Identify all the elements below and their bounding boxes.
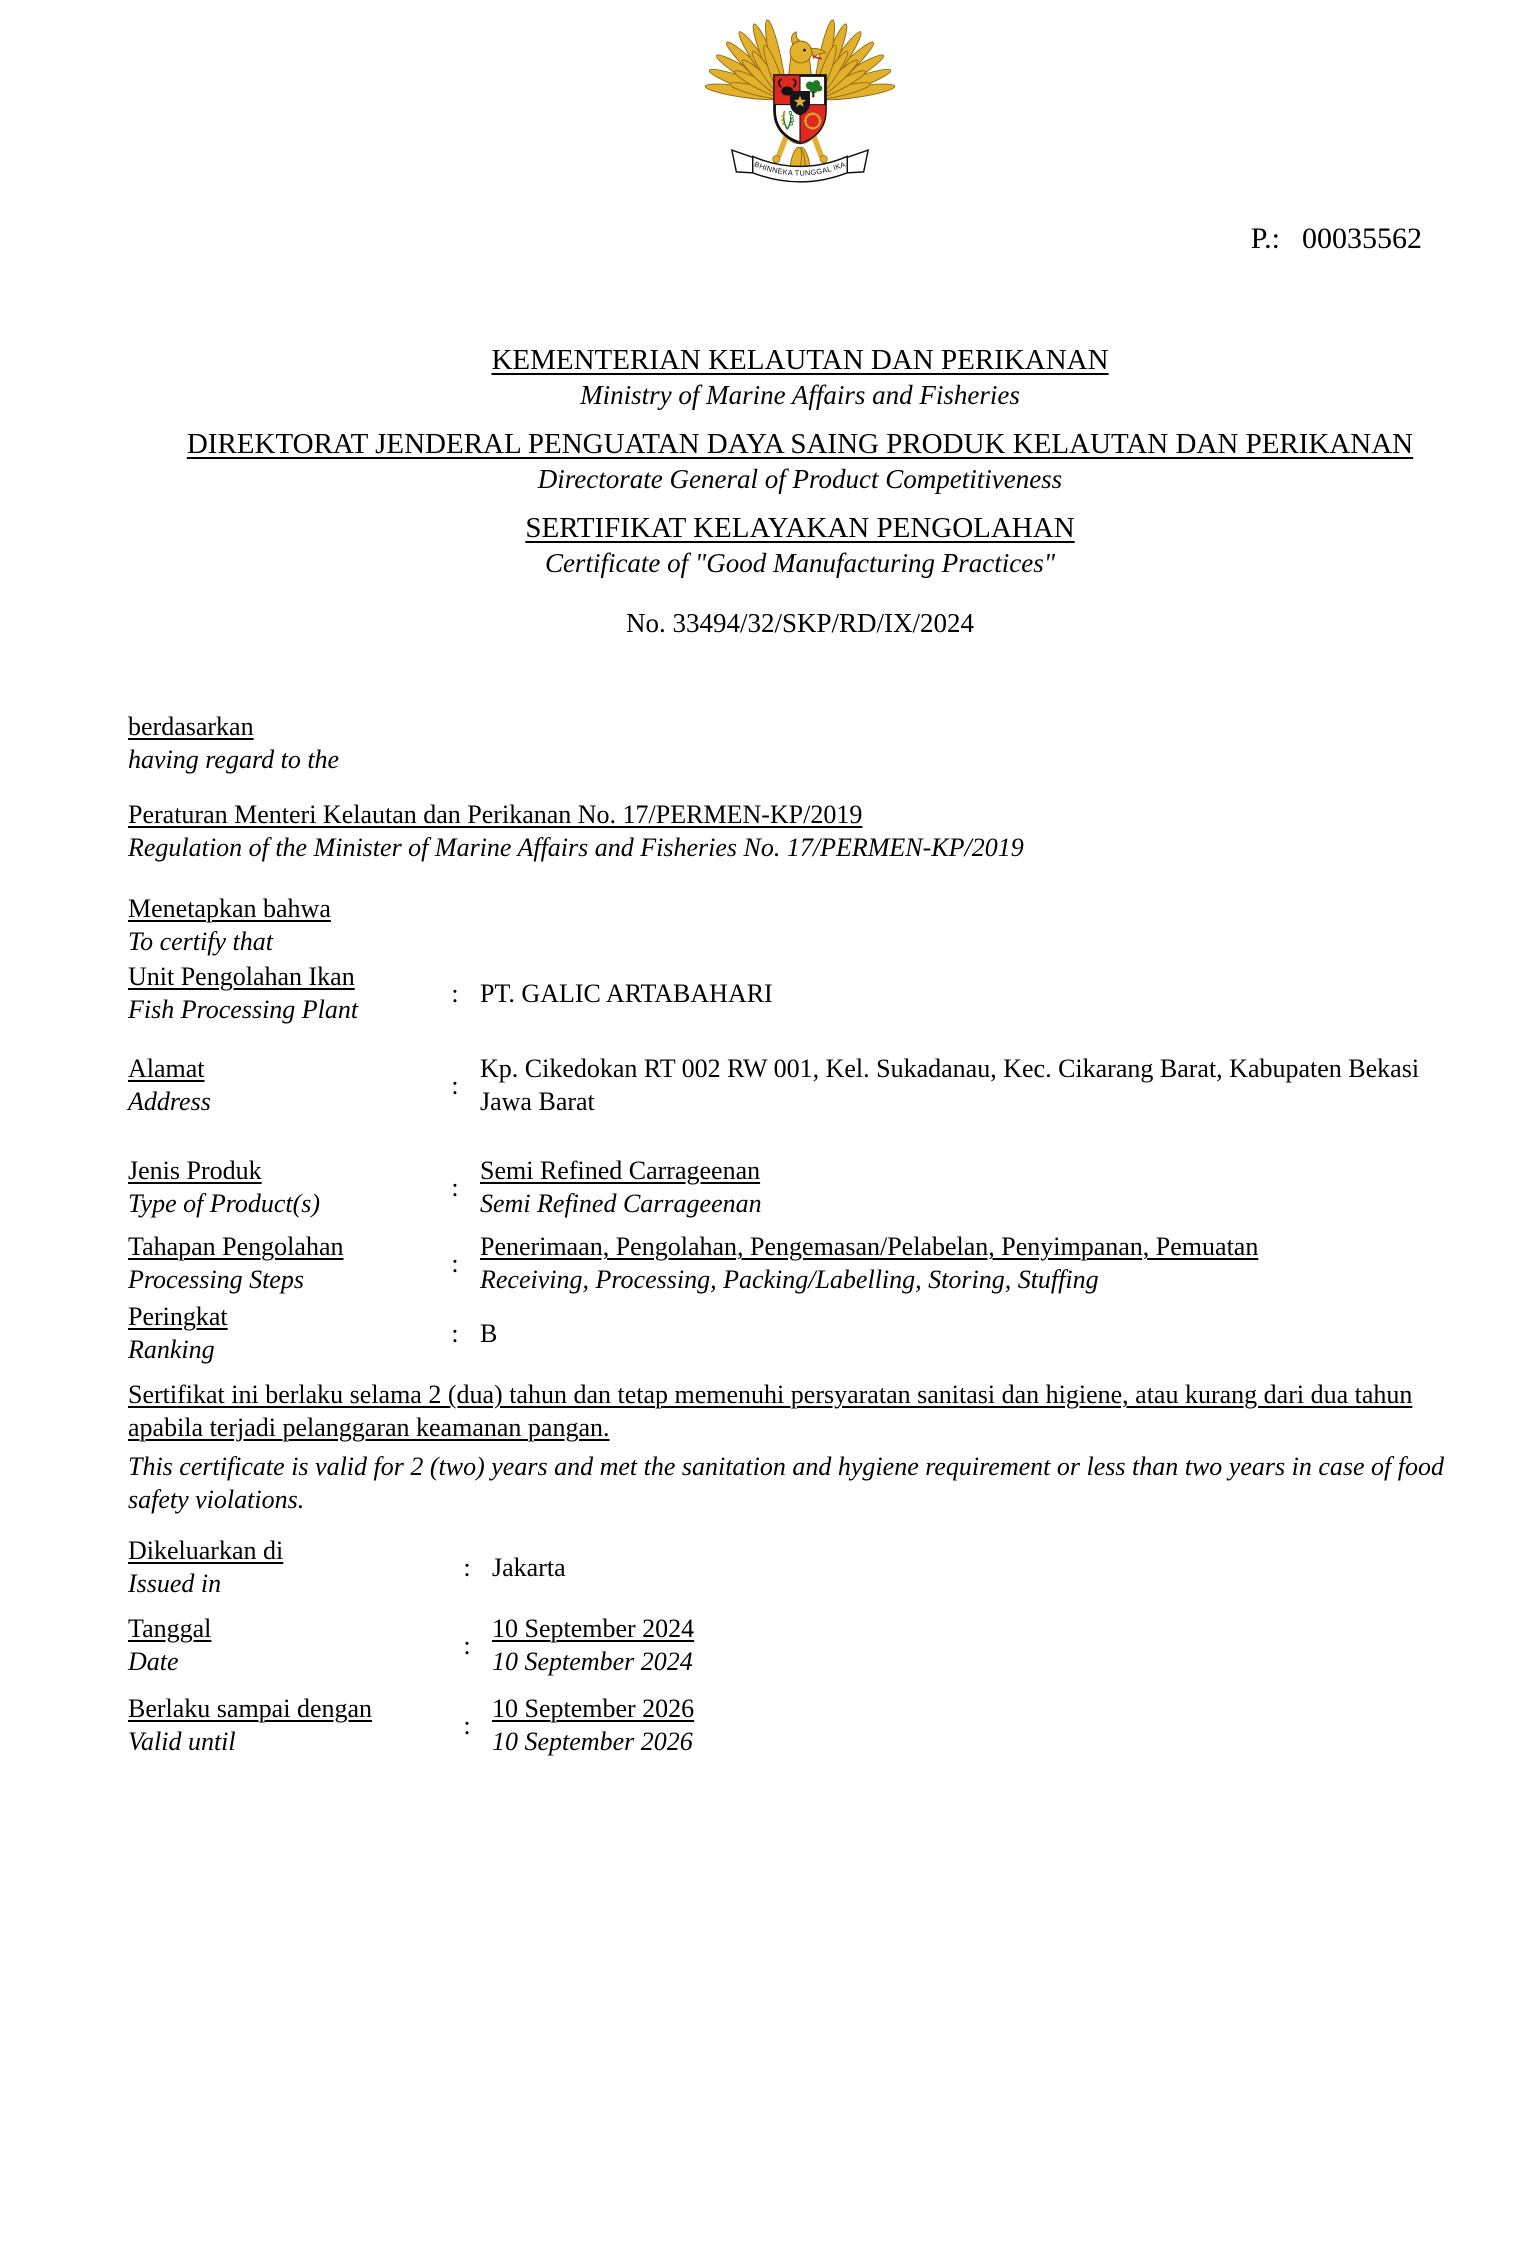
colon: : bbox=[451, 978, 459, 1008]
eye bbox=[803, 49, 806, 52]
ministry-title-id: KEMENTERIAN KELAUTAN DAN PERIKANAN bbox=[491, 344, 1109, 376]
pancasila-shield bbox=[775, 76, 826, 143]
based-on-block bbox=[128, 710, 1472, 776]
plant-label-en: Fish Processing Plant bbox=[128, 995, 359, 1024]
valid-until-value-en: 10 September 2026 bbox=[492, 1727, 693, 1756]
motto-text: BHINNEKA TUNGGAL IKA bbox=[753, 159, 847, 178]
product-value-en: Semi Refined Carrageenan bbox=[480, 1189, 762, 1218]
address-value-line2: Jawa Barat bbox=[480, 1087, 595, 1116]
certify-en: To certify that bbox=[128, 927, 273, 956]
ministry-header bbox=[128, 342, 1472, 412]
steps-label-id: Tahapan Pengolahan bbox=[128, 1232, 344, 1261]
field-row-address bbox=[128, 1052, 1472, 1118]
address-value-line1: Kp. Cikedokan RT 002 RW 001, Kel. Sukadanau, Kec. Cikarang Barat, Kabupaten Bekasi bbox=[480, 1054, 1420, 1083]
product-label-en: Type of Product(s) bbox=[128, 1189, 321, 1218]
field-row-steps bbox=[128, 1230, 1472, 1296]
p-number-label: P.: bbox=[1250, 222, 1280, 255]
field-row-issued-in bbox=[128, 1534, 1472, 1600]
regulation-en: Regulation of the Minister of Marine Affairs and Fisheries No. 17/PERMEN-KP/2019 bbox=[128, 833, 1024, 862]
valid-until-label-id: Berlaku sampai dengan bbox=[128, 1694, 373, 1723]
garuda-pancasila-icon bbox=[700, 6, 900, 196]
ranking-label-id: Peringkat bbox=[128, 1302, 228, 1331]
plant-label-id: Unit Pengolahan Ikan bbox=[128, 962, 355, 991]
product-label-id: Jenis Produk bbox=[128, 1156, 262, 1185]
date-value-en: 10 September 2024 bbox=[492, 1647, 693, 1676]
ranking-value: B bbox=[480, 1318, 498, 1348]
certificate-title-en: Certificate of "Good Manufacturing Practices" bbox=[544, 548, 1056, 578]
p-number-value: 00035562 bbox=[1302, 222, 1422, 255]
date-value-id: 10 September 2024 bbox=[492, 1614, 695, 1643]
field-row-plant bbox=[128, 960, 1472, 1026]
address-label-en: Address bbox=[128, 1087, 211, 1116]
validity-text-id: Sertifikat ini berlaku selama 2 (dua) tahun dan tetap memenuhi persyaratan sanitasi dan higiene, atau kurang dari dua tahun apabila terjadi pelanggaran keamanan pangan. bbox=[128, 1380, 1413, 1442]
based-on-id: berdasarkan bbox=[128, 712, 254, 741]
date-label-en: Date bbox=[128, 1647, 179, 1676]
emblem-container bbox=[128, 6, 1472, 196]
directorate-title-en: Directorate General of Product Competitiveness bbox=[537, 464, 1063, 494]
p-number-line bbox=[128, 220, 1472, 258]
product-value-id: Semi Refined Carrageenan bbox=[480, 1156, 761, 1185]
regulation-block bbox=[128, 798, 1472, 864]
colon: : bbox=[451, 1248, 459, 1278]
address-label-id: Alamat bbox=[128, 1054, 205, 1083]
directorate-title-id: DIREKTORAT JENDERAL PENGUATAN DAYA SAING PRODUK KELAUTAN DAN PERIKANAN bbox=[186, 428, 1414, 460]
certificate-header bbox=[128, 510, 1472, 580]
steps-value-en: Receiving, Processing, Packing/Labelling, Storing, Stuffing bbox=[480, 1265, 1099, 1294]
directorate-header bbox=[128, 426, 1472, 496]
issued-in-value: Jakarta bbox=[492, 1552, 566, 1582]
date-label-id: Tanggal bbox=[128, 1614, 212, 1643]
certificate-number: No. 33494/32/SKP/RD/IX/2024 bbox=[625, 608, 975, 638]
ministry-title-en: Ministry of Marine Affairs and Fisheries bbox=[580, 380, 1020, 410]
regulation-id: Peraturan Menteri Kelautan dan Perikanan No. 17/PERMEN-KP/2019 bbox=[128, 800, 863, 829]
based-on-en: having regard to the bbox=[128, 745, 340, 774]
steps-label-en: Processing Steps bbox=[128, 1265, 304, 1294]
certify-block bbox=[128, 892, 1472, 958]
certify-id: Menetapkan bahwa bbox=[128, 894, 331, 923]
plant-value: PT. GALIC ARTABAHARI bbox=[480, 978, 773, 1008]
head bbox=[790, 41, 812, 63]
ranking-label-en: Ranking bbox=[128, 1335, 215, 1364]
issued-in-label-id: Dikeluarkan di bbox=[128, 1536, 284, 1565]
colon: : bbox=[463, 1552, 471, 1582]
colon: : bbox=[451, 1070, 459, 1100]
colon: : bbox=[463, 1630, 471, 1660]
colon: : bbox=[463, 1710, 471, 1740]
validity-text-en: This certificate is valid for 2 (two) years and met the sanitation and hygiene requirement or less than two years in case of food safety violations. bbox=[128, 1452, 1444, 1514]
colon: : bbox=[451, 1172, 459, 1202]
field-row-product bbox=[128, 1154, 1472, 1220]
field-row-ranking bbox=[128, 1300, 1472, 1366]
steps-value-id: Penerimaan, Pengolahan, Pengemasan/Pelabelan, Penyimpanan, Pemuatan bbox=[480, 1232, 1259, 1261]
issued-in-label-en: Issued in bbox=[128, 1569, 222, 1598]
field-row-valid-until bbox=[128, 1692, 1472, 1758]
colon: : bbox=[451, 1318, 459, 1348]
valid-until-label-en: Valid until bbox=[128, 1727, 236, 1756]
certificate-title-id: SERTIFIKAT KELAYAKAN PENGOLAHAN bbox=[525, 512, 1075, 544]
valid-until-value-id: 10 September 2026 bbox=[492, 1694, 695, 1723]
field-row-date bbox=[128, 1612, 1472, 1678]
